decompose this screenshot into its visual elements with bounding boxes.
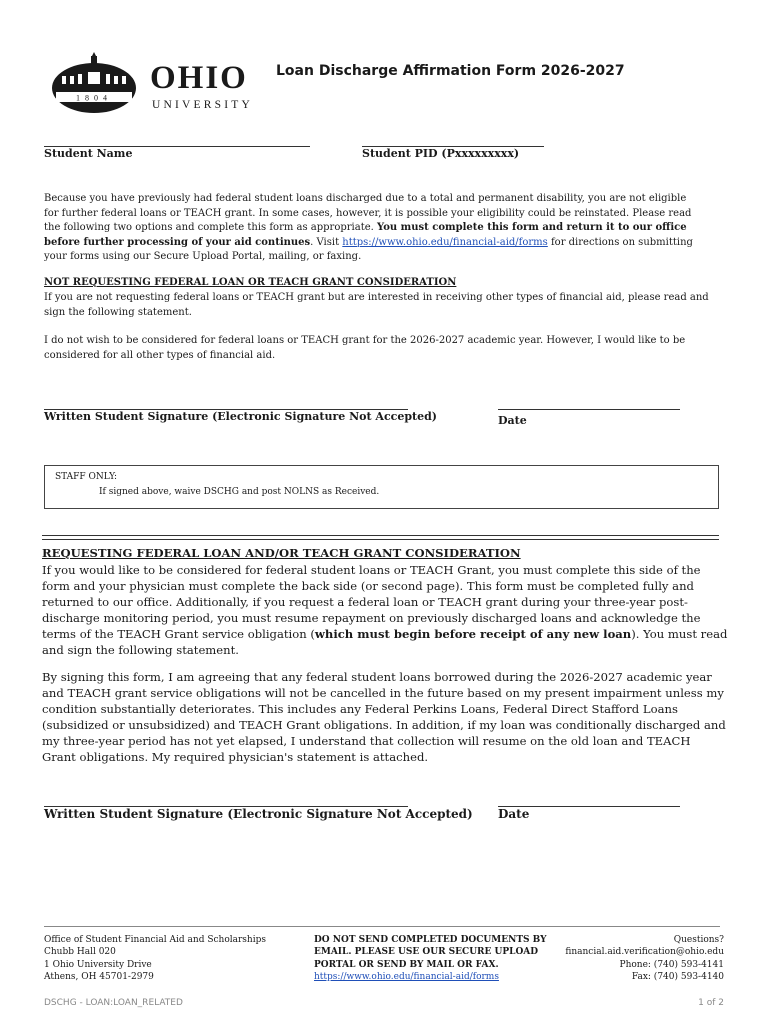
contact-info: Questions? financial.aid.verification@ohio.edu Phone: (740) 593-4141 Fax: (740) 593-4140: [520, 934, 724, 984]
intro-paragraph: Because you have previously had federal student loans discharged due to a total and permanent disability, you are not eligible for further federal loans or TEACH grant. In some cases, however, it is possible your eligibility could be reinstated. Please read the following two options and complete this form as appropriate. You must complete this form and return it to our office before further processing of your aid continues. Visit https://www.ohio.edu/financial-aid/forms for directions on submitting your forms using our Secure Upload Portal, mailing, or faxing.: [44, 193, 693, 262]
contact-email[interactable]: financial.aid.verification@ohio.edu: [565, 947, 724, 958]
footer-divider: [44, 926, 720, 927]
option1-heading: NOT REQUESTING FEDERAL LOAN OR TEACH GRANT CONSIDERATION: [44, 277, 457, 288]
option1-date-line[interactable]: [498, 409, 680, 410]
section-divider: [42, 535, 719, 540]
option1-instructions: If you are not requesting federal loans or TEACH grant but are interested in receiving other types of financial aid, please read and sign the following statement.: [44, 292, 709, 318]
forms-link[interactable]: https://www.ohio.edu/financial-aid/forms: [342, 236, 548, 248]
logo-wordmark: OHIO: [150, 60, 248, 96]
staff-only-box: [44, 465, 719, 509]
logo-year: 1804: [76, 93, 112, 103]
option1-statement: I do not wish to be considered for federal loans or TEACH grant for the 2026-2027 academic year. However, I would like to be considered for all other types of financial aid.: [44, 335, 686, 361]
option2-date-label: Date: [498, 807, 530, 821]
form-title: Loan Discharge Affirmation Form 2026-2027: [276, 63, 625, 79]
staff-only-note: If signed above, waive DSCHG and post NOLNS as Received.: [99, 487, 380, 497]
page-number: 1 of 2: [698, 998, 724, 1008]
option1-date-label: Date: [498, 414, 527, 427]
option1-signature-label: Written Student Signature (Electronic Signature Not Accepted): [44, 410, 438, 423]
staff-only-label: STAFF ONLY:: [55, 472, 118, 482]
logo-subtitle: UNIVERSITY: [152, 99, 253, 111]
option2-statement: By signing this form, I am agreeing that any federal student loans borrowed during the 2026-2027 academic year and TEACH grant service obligations will not be cancelled in the future based on my present impairment unless my condition substantially deteriorates. This includes any Federal Perkins Loans, Federal Direct Stafford Loans (subsidized or unsubsidized) and TEACH Grant obligations. In addition, if my loan was conditionally discharged and my three-year period has not yet elapsed, I understand that collection will resume on the old loan and TEACH Grant obligations. My required physician's statement is attached.: [42, 670, 726, 764]
option2-signature-label: Written Student Signature (Electronic Signature Not Accepted): [44, 807, 473, 821]
option2-instructions: If you would like to be considered for federal student loans or TEACH Grant, you must complete this side of the form and your physician must complete the back side (or second page). This form must be completed fully and returned to our office. Additionally, if you request a federal loan or TEACH grant during your three-year post- discharge monitoring period, you must resume repayment on previously discharged loans and acknowledge the terms of the TEACH Grant service obligation (which must begin before receipt of any new loan). You must read and sign the following statement.: [42, 563, 728, 657]
form-code: DSCHG - LOAN:LOAN_RELATED: [44, 998, 183, 1008]
footer-forms-link[interactable]: https://www.ohio.edu/financial-aid/forms: [314, 972, 499, 983]
student-name-label: Student Name: [44, 147, 133, 160]
office-address: Office of Student Financial Aid and Scholarships Chubb Hall 020 1 Ohio University Drive Athens, OH 45701-2979: [44, 935, 266, 983]
student-pid-label: Student PID (Pxxxxxxxxx): [362, 147, 520, 160]
option2-heading: REQUESTING FEDERAL LOAN AND/OR TEACH GRANT CONSIDERATION: [42, 546, 521, 560]
submission-warning: DO NOT SEND COMPLETED DOCUMENTS BY EMAIL. PLEASE USE OUR SECURE UPLOAD PORTAL OR SEND BY MAIL OR FAX. https://www.ohio.edu/financial-aid/forms: [314, 935, 547, 983]
